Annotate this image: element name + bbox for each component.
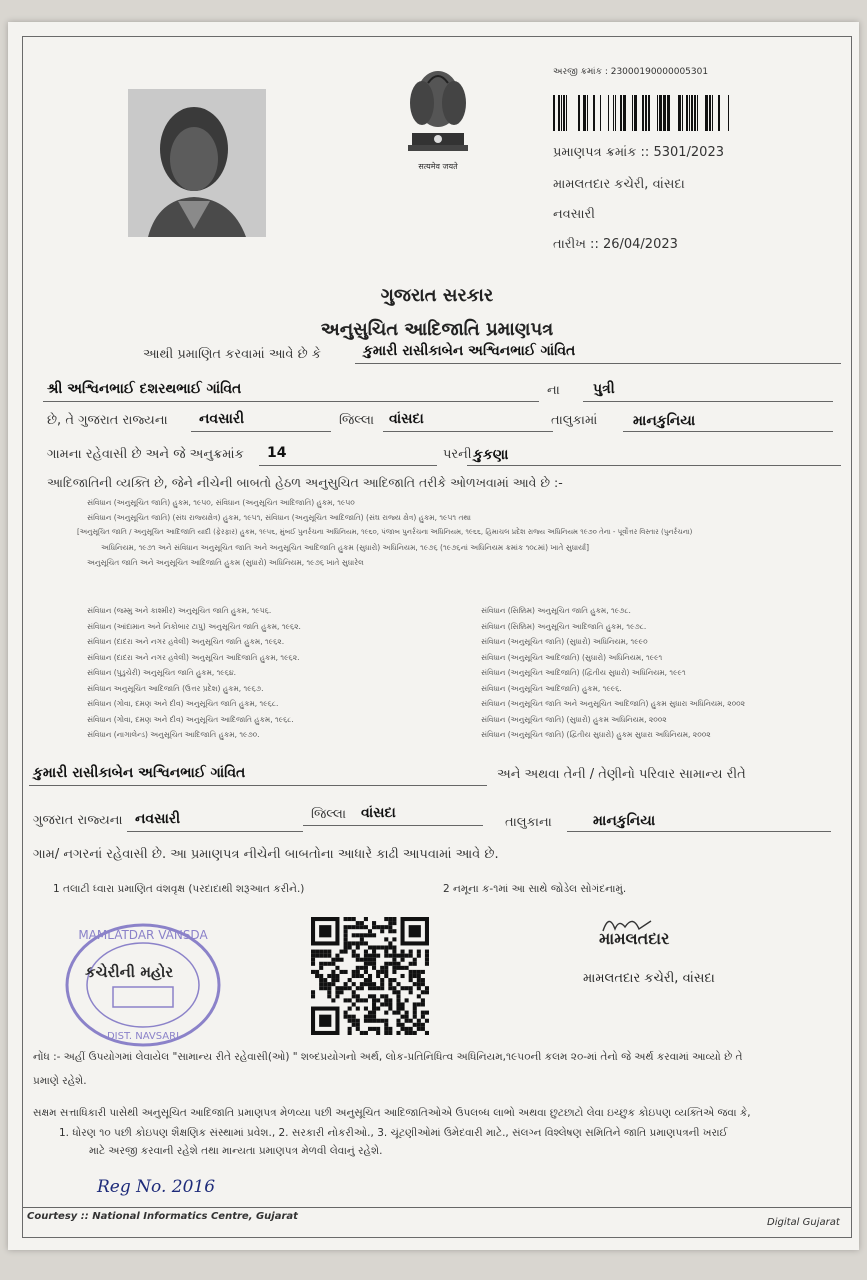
order-line: [અનુસૂચિત જાતિ / અનુસૂચિત આદિજાતિ યાદી (ફેરફાર) હુકમ, ૧૯૫૬, મુંબઈ પુનર્રચના અધિનિયમ, ૧૯૬૦, પંજાબ પુનર્રચના અધિનિયમ, ૧૯૬૬, હિમાચલ પ્રદેશ રાજ્ય અધિનિયમ ૧૯૭૦ તેના - પૂર્વોત્તર વિસ્તાર (પુનર્રચના) [77,528,693,536]
note-2: સક્ષમ સત્તાધિકારી પાસેથી અનુસૂચિત આદિજાતિ પ્રમાણપત્ર મેળવ્યા પછી અનુસૂચિત આદિજાતિઓએ ઉપલબ્ધ લાભો અથવા છુટછાટો લેવા ઇચ્છુક કોઇપણ વ્યક્તિએ જવા કે, [33,1107,751,1119]
residence-state-text: ગુજરાત રાજ્યના [33,813,123,828]
parni-text: પરની [443,447,472,462]
registration-number: Reg No. 2016 [97,1177,216,1197]
office-seal [63,917,223,1047]
district-label: જિલ્લા [339,413,375,428]
order-item: સંવિધાન અનુસૂચિત આદિજાતિ (ઉત્તર પ્રદેશ) હુકમ, ૧૯૬૭. [87,683,264,693]
father-name: શ્રી અશ્વિનભાઈ દશરથભાઈ ગાંવિત [47,381,242,397]
basis-item-2: 2 નમૂના ક-૧માં આ સાથે જોડેલ સોગંદનામું. [443,883,627,895]
family-text: અને અથવા તેની / તેણીનો પરિવાર સામાન્ય રીતે [497,767,746,782]
order-item: સંવિધાન (અનુસૂચિત આદિજાતિ) હુકમ, ૧૯૯૬. [481,683,622,693]
holder-name: કુમારી રાસીકાબેન અશ્વિનભાઈ ગાંવિત [363,343,576,359]
residence-taluka-label: તાલુકાના [505,815,552,830]
order-line: અનુસૂચિત જાતિ અને અનુસૂચિત આદિજાતિ હુકમ (સુધારો) અધિનિયમ, ૧૯૭૬ ખાતે સુધારેલ [87,558,364,567]
order-item: સંવિધાન (અનુસૂચિત આદિજાતિ) (સુધારો) અધિનિયમ, ૧૯૯૧ [481,652,663,662]
body-village: માનકુનિયા [633,413,696,429]
qr-code [311,917,429,1035]
seal-bottom-text: DIST. NAVSARI [106,1031,180,1042]
order-line: સંવિધાન (અનુસૂચિત જાતિ) (સંઘ રાજ્યક્ષેત્ર) હુકમ, ૧૯૫૧, સંવિધાન (અનુસૂચિત આદિજાતિ) (સંઘ રાજ્ય ક્ષેત્ર) હુકમ, ૧૯૫૧ તથા [87,513,472,522]
order-item: સંવિધાન (સિક્કિમ) અનુસૂચિત આદિજાતિ હુકમ, ૧૯૭૮. [481,621,647,631]
barcode [553,95,747,131]
certify-text: આથી પ્રમાણિત કરવામાં આવે છે કે [143,347,321,362]
tribe-text: આદિજાતિની વ્યક્તિ છે, જેને નીચેની બાબતો હેઠળ અનુસુચિત આદિજાતિ તરીકે ઓળખવામાં આવે છે :- [47,475,563,490]
body-district: નવસારી [199,411,245,427]
order-item: સંવિધાન (નાગાલેન્ડ) અનુસૂચિત આદિજાતિ હુકમ, ૧૯૭૦. [87,730,260,739]
signature-title: મામલતદાર [599,929,670,948]
issue-date: તારીખ :: 26/04/2023 [553,237,678,252]
order-item: સંવિધાન (અનુસૂચિત જાતિ) (સુધારો) હુકમ અધિનિયમ, ૨૦૦૨ [481,714,667,724]
note-1b: પ્રમાણે રહેશે. [33,1075,87,1087]
certificate-number: પ્રમાણપત્ર ક્રમાંક :: 5301/2023 [553,145,724,160]
residence-district-label: જિલ્લા [311,807,347,822]
signature-office: મામલતદાર કચેરી, વાંસદા [583,971,715,986]
relation: પુત્રી [593,381,615,397]
body-taluka: વાંસદા [389,411,424,427]
emblem-motto: सत्यमेव जयते [418,162,458,171]
order-item: સંવિધાન (ગોવા, દમણ અને દીવ) અનુસૂચિત આદિજાતિ હુકમ, ૧૯૬૮. [87,714,294,724]
residence-taluka: વાંસદા [361,805,396,821]
basis-text: ગામ/ નગરનાં રહેવાસી છે. આ પ્રમાણપત્ર નીચેની બાબતોના આધારે કાઢી આપવામાં આવે છે. [33,847,499,862]
order-item: સંવિધાન (અનુસૂચિત આદિજાતિ) (દ્વિતીય સુધારો) અધિનિયમ, ૧૯૯૧ [481,668,686,677]
order-line: અધિનિયમ, ૧૯૭૧ અને સંવિધાન અનુસૂચિત જાતિ અને અનુસૂચિત આદિજાતિ હુકમ (સુધારો) અધિનિયમ, ૧૯૭૬ (૧૯૭૬નાં અધિનિયમ ક્રમાંક ૧૦૮માં) ખાતે સુધાર્યા] [101,543,590,552]
order-item: સંવિધાન (અનુસૂચિત જાતિ અને અનુસૂચિત આદિજાતિ) હુકમ સુધારા અધિનિયમ, ૨૦૦૨ [481,699,746,708]
order-item: સંવિધાન (દાદરા અને નગર હવેલી) અનુસૂચિત જાતિ હુકમ, ૧૯૬૨. [87,637,285,646]
taluka-label: તાલુકામાં [551,413,598,428]
order-item: સંવિધાન (અનુસૂચિત જાતિ) (સુધારો) અધિનિયમ, ૧૯૯૦ [481,637,648,646]
order-item: સંવિધાન (સિક્કિમ) અનુસૂચિત જાતિ હુકમ, ૧૯૭૮. [481,606,631,615]
residence-name: કુમારી રાસીકાબેન અશ્વિનભાઈ ગાંવિત [33,765,246,781]
na-text: ના [547,383,560,398]
issuing-district: નવસારી [553,207,595,222]
order-item: સંવિધાન (અનુસૂચિત જાતિ) (દ્વિતીય સુધારો) હુકમ સુધારા અધિનિયમ, ૨૦૦૨ [481,730,711,739]
signature-block [583,917,783,986]
order-item: સંવિધાન (જમ્મુ અને કાશ્મીર) અનુસૂચિત જાતિ હુકમ, ૧૯૫૬. [87,606,272,615]
seal-ring-text: MAMLATDAR VANSDA [78,928,208,942]
order-item: સંવિધાન (દાદરા અને નગર હવેલી) અનુસૂચિત આદિજાતિ હુકમ, ૧૯૬૨. [87,652,300,662]
footer-divider [23,1207,851,1208]
residence-village: માનકુનિયા [593,813,656,829]
note-1: નોંધ :- અહીં ઉપયોગમાં લેવાયેલ "સામાન્ય રીતે રહેવાસી(ઓ) " શબ્દપ્રયોગનો અર્થ, લોક-પ્રતિનિધિત્વ અધિનિયમ,૧૯૫૦ની કલમ ૨૦-માં તેનો જે અર્થ કરવામાં આવ્યો છે તે [33,1051,743,1063]
issuing-office: મામલતદાર કચેરી, વાંસદા [553,177,685,192]
order-item: સંવિધાન (આંદામાન અને નિકોબાર ટાપુ) અનુસૂચિત જાતિ હુકમ, ૧૯૬૨. [87,621,301,631]
tribe-name: કુકણા [473,447,509,463]
signature-scribble-icon [599,911,659,937]
certificate-title: અનુસુચિત આદિજાતિ પ્રમાણપત્ર [320,319,554,340]
seal-stamp-icon [63,917,223,1047]
state-text: છે, તે ગુજરાત રાજ્યના [47,413,168,428]
holder-photo [128,89,266,237]
note-4: માટે અરજી કરવાની રહેશે તથા માન્યતા પ્રમાણપત્ર મેળવી લેવાનું રહેશે. [89,1145,383,1157]
orders-block [77,495,693,570]
orders-left-column [87,603,301,743]
residence-district: નવસારી [135,811,181,827]
resident-text: ગામના રહેવાસી છે અને જે અનુક્રમાંક [47,447,244,462]
note-3: 1. ધોરણ ૧૦ પછી કોઇપણ શૈક્ષણિક સંસ્થામાં પ્રવેશ., 2. સરકારી નોકરીઓ., 3. ચૂંટણીઓમાં ઉમેદવારી માટે., સંલગ્ન વિશ્લેષણ સમિતિને જાતિ પ્રમાણપત્રની ખરાઈ [59,1127,728,1139]
certificate-paper [8,22,859,1250]
serial-number: 14 [267,445,287,461]
footer-brand: Digital Gujarat [767,1217,840,1228]
basis-item-1: 1 તલાટી ધ્વારા પ્રમાણિત વંશવૃક્ષ (પરદાદાથી શરૂઆત કરીને.) [53,883,305,895]
order-item: સંવિધાન (ગોવા, દમણ અને દીવ) અનુસૂચિત જાતિ હુકમ, ૧૯૬૮. [87,699,279,708]
lion-capital-icon [398,63,478,155]
orders-right-column [481,603,745,743]
application-number: અરજી ક્રમાંક : 23000190000005301 [553,67,709,77]
footer-courtesy: Courtesy :: National Informatics Centre, Gujarat [27,1211,298,1222]
order-item: સંવિધાન (પુડુચેરી) અનુસૂચિત જાતિ હુકમ, ૧૯૬૪. [87,668,236,677]
seal-label: કચેરીની મહોર [85,963,174,981]
government-title: ગુજરાત સરકાર [380,285,494,306]
order-line: સંવિધાન (અનુસૂચિત જાતિ) હુકમ, ૧૯૫૦, સંવિધાન (અનુસૂચિત આદિજાતિ) હુકમ, ૧૯૫૦ [87,498,355,507]
national-emblem [398,63,478,171]
certificate-border [22,36,852,1238]
